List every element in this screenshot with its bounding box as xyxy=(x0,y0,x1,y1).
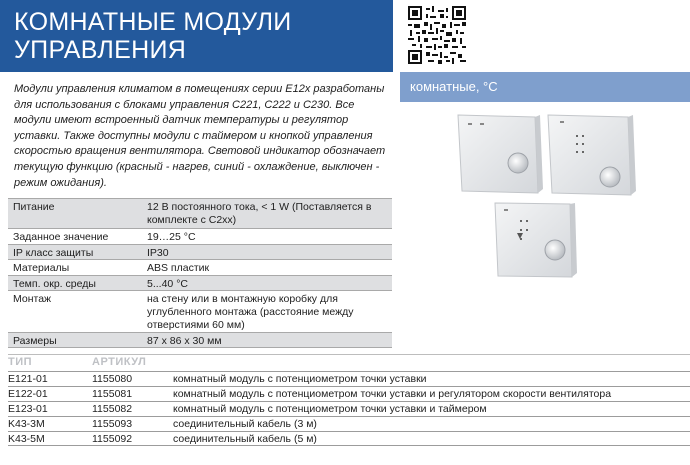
spec-key: Материалы xyxy=(13,262,70,274)
spec-value: IP30 xyxy=(147,247,169,259)
table-row xyxy=(8,401,690,416)
table-row xyxy=(8,371,690,386)
spec-key: Монтаж xyxy=(13,293,52,305)
type-code: E122-01 xyxy=(8,388,48,400)
type-description: соединительный кабель (5 м) xyxy=(173,433,317,445)
table-row xyxy=(8,386,690,401)
subtitle-band xyxy=(400,72,690,102)
spec-row xyxy=(8,244,392,259)
col-type-header: ТИП xyxy=(8,356,33,368)
spec-value: 87 x 86 x 30 мм xyxy=(147,335,222,347)
article-number: 1155080 xyxy=(92,373,133,385)
type-description: комнатный модуль с потенциометром точки уставки и регулятором скорости вентилятора xyxy=(173,388,612,400)
spec-value: 12 В постоянного тока, < 1 W (Поставляется в комплекте с C2xx) xyxy=(147,201,372,226)
spec-value: на стену или в монтажную коробку для углубленного монтажа (расстояние между отверстиями 60 мм) xyxy=(147,293,354,331)
type-code: E121-01 xyxy=(8,373,48,385)
device-e121 xyxy=(458,115,543,193)
subtitle: комнатные, °C xyxy=(410,79,498,94)
product-images xyxy=(440,105,690,285)
device-e123 xyxy=(495,203,577,277)
table-row xyxy=(8,416,690,431)
spec-row xyxy=(8,290,392,332)
article-number: 1155092 xyxy=(92,433,133,445)
article-number: 1155082 xyxy=(92,403,133,415)
spec-key: Заданное значение xyxy=(13,231,109,243)
spec-row xyxy=(8,275,392,290)
qr-code-icon xyxy=(408,6,466,64)
intro-paragraph: Модули управления климатом в помещениях серии E12x разработаны для использования с блоками управления C221, C222 и C230. Все модули имеют встроенный датчик температуры и регулятор уставки. Также доступны модули с таймером и кнопкой управления скоростью вращения вентилятора. Световой индикатор обозначает текущую функцию (красный - нагрев, синий - охлаждение, выключен - режим ожидания). xyxy=(14,83,386,189)
article-number: 1155093 xyxy=(92,418,133,430)
spec-row xyxy=(8,259,392,275)
type-description: комнатный модуль с потенциометром точки уставки и таймером xyxy=(173,403,487,415)
spec-row xyxy=(8,228,392,244)
type-description: соединительный кабель (3 м) xyxy=(173,418,317,430)
spec-value: 5...40 °C xyxy=(147,278,188,290)
type-code: E123-01 xyxy=(8,403,48,415)
types-table-header xyxy=(8,354,690,370)
table-row xyxy=(8,431,690,446)
spec-row xyxy=(8,198,392,228)
title-band xyxy=(0,0,393,72)
spec-value: 19…25 °C xyxy=(147,231,196,243)
spec-key: Темп. окр. среды xyxy=(13,278,96,290)
spec-value: ABS пластик xyxy=(147,262,210,274)
spec-key: Размеры xyxy=(13,335,57,347)
spec-row xyxy=(8,332,392,348)
spec-key: Питание xyxy=(13,201,55,213)
article-number: 1155081 xyxy=(92,388,133,400)
type-description: комнатный модуль с потенциометром точки уставки xyxy=(173,373,427,385)
page-title-line1: КОМНАТНЫЕ МОДУЛИ xyxy=(14,8,292,36)
spec-key: IP класс защиты xyxy=(13,247,94,259)
col-article-header: АРТИКУЛ xyxy=(92,356,147,368)
device-e122 xyxy=(548,115,636,195)
page-title-line2: УПРАВЛЕНИЯ xyxy=(14,36,187,64)
type-code: K43-5M xyxy=(8,433,45,445)
type-code: K43-3M xyxy=(8,418,45,430)
